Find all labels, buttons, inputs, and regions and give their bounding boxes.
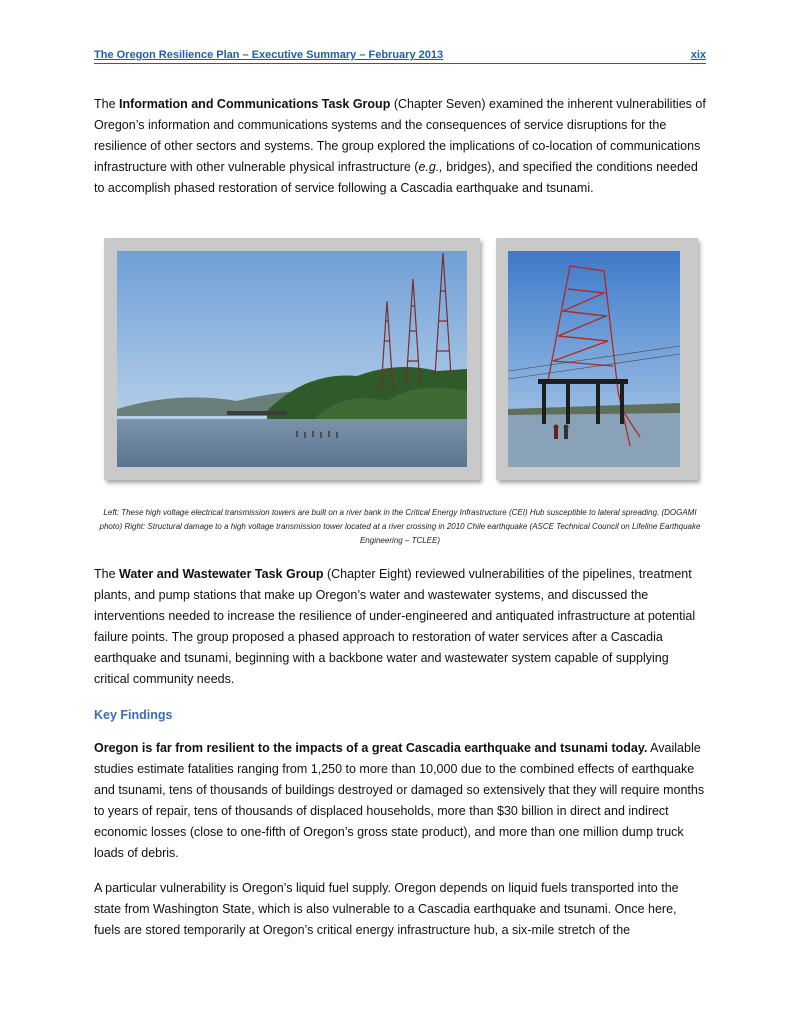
damaged-tower-river-photo: [508, 251, 680, 467]
task-group-name: Water and Wastewater Task Group: [119, 567, 324, 581]
paragraph-info-communications: The Information and Communications Task Group (Chapter Seven) examined the inherent vulnerabilities of Oregon’s information and communications systems and the consequences of service disruptions for the resilience of other sectors and systems. The group explored the implications of co-location of communications infrastructure with other vulnerable physical infrastructure (e.g., bridges), and specified the conditions needed to accomplish phased restoration of service following a Cascadia earthquake and tsunami.: [94, 97, 706, 195]
page-number: xix: [690, 49, 706, 61]
paragraph-liquid-fuel: A particular vulnerability is Oregon’s liquid fuel supply. Oregon depends on liquid fuels transported into the state from Washington State, which is also vulnerable to a Cascadia earthquake and tsunami. Once here, fuels are stored temporarily at Oregon’s critical energy infrastructure hub, a six-mile stretch of the: [94, 881, 679, 937]
paragraph-key-finding: Oregon is far from resilient to the impacts of a great Cascadia earthquake and tsunami today. Available studies estimate fatalities ranging from 1,250 to more than 10,000 due to the combined effects of earthquake and tsunami, tens of thousands of buildings destroyed or damaged so extensively that they will require months to years of repair, tens of thousands of displaced households, more than $30 billion in direct and indirect economic losses (close to one-fifth of Oregon’s gross state product), and more than one million dump truck loads of debris.: [94, 741, 705, 860]
task-group-name: Information and Communications Task Group: [119, 97, 391, 111]
header-title: The Oregon Resilience Plan – Executive Summary – February 2013: [94, 49, 444, 61]
paragraph-water-wastewater: The Water and Wastewater Task Group (Chapter Eight) reviewed vulnerabilities of the pipelines, treatment plants, and pump stations that make up Oregon’s water and wastewater systems, and discussed the interventions needed to increase the resilience of under-engineered and antiquated infrastructure at potential failure points. The group proposed a phased approach to restoration of water services after a Cascadia earthquake and tsunami, beginning with a backbone water and wastewater system capable of supplying critical community needs.: [94, 567, 696, 686]
figure-caption: Left: These high voltage electrical transmission towers are built on a river bank in the Critical Energy Infrastructure (CEI) Hub susceptible to lateral spreading. (DOGAMI photo) Right: Structural damage to a high voltage transmission tower located at a river crossing in 2010 Chile earthquake (ASCE Technical Council on Lifeline Earthquake Engineering – TCLEE): [99, 508, 701, 545]
running-header: [94, 48, 706, 64]
key-finding-statement: Oregon is far from resilient to the impacts of a great Cascadia earthquake and tsunami today.: [94, 741, 648, 755]
section-heading-key-findings: Key Findings: [94, 708, 173, 722]
figure-pair: [102, 238, 702, 483]
transmission-towers-riverbank-photo: [117, 251, 467, 467]
page: [94, 48, 706, 937]
left-photo-frame: [104, 238, 480, 480]
right-photo-frame: [496, 238, 698, 480]
